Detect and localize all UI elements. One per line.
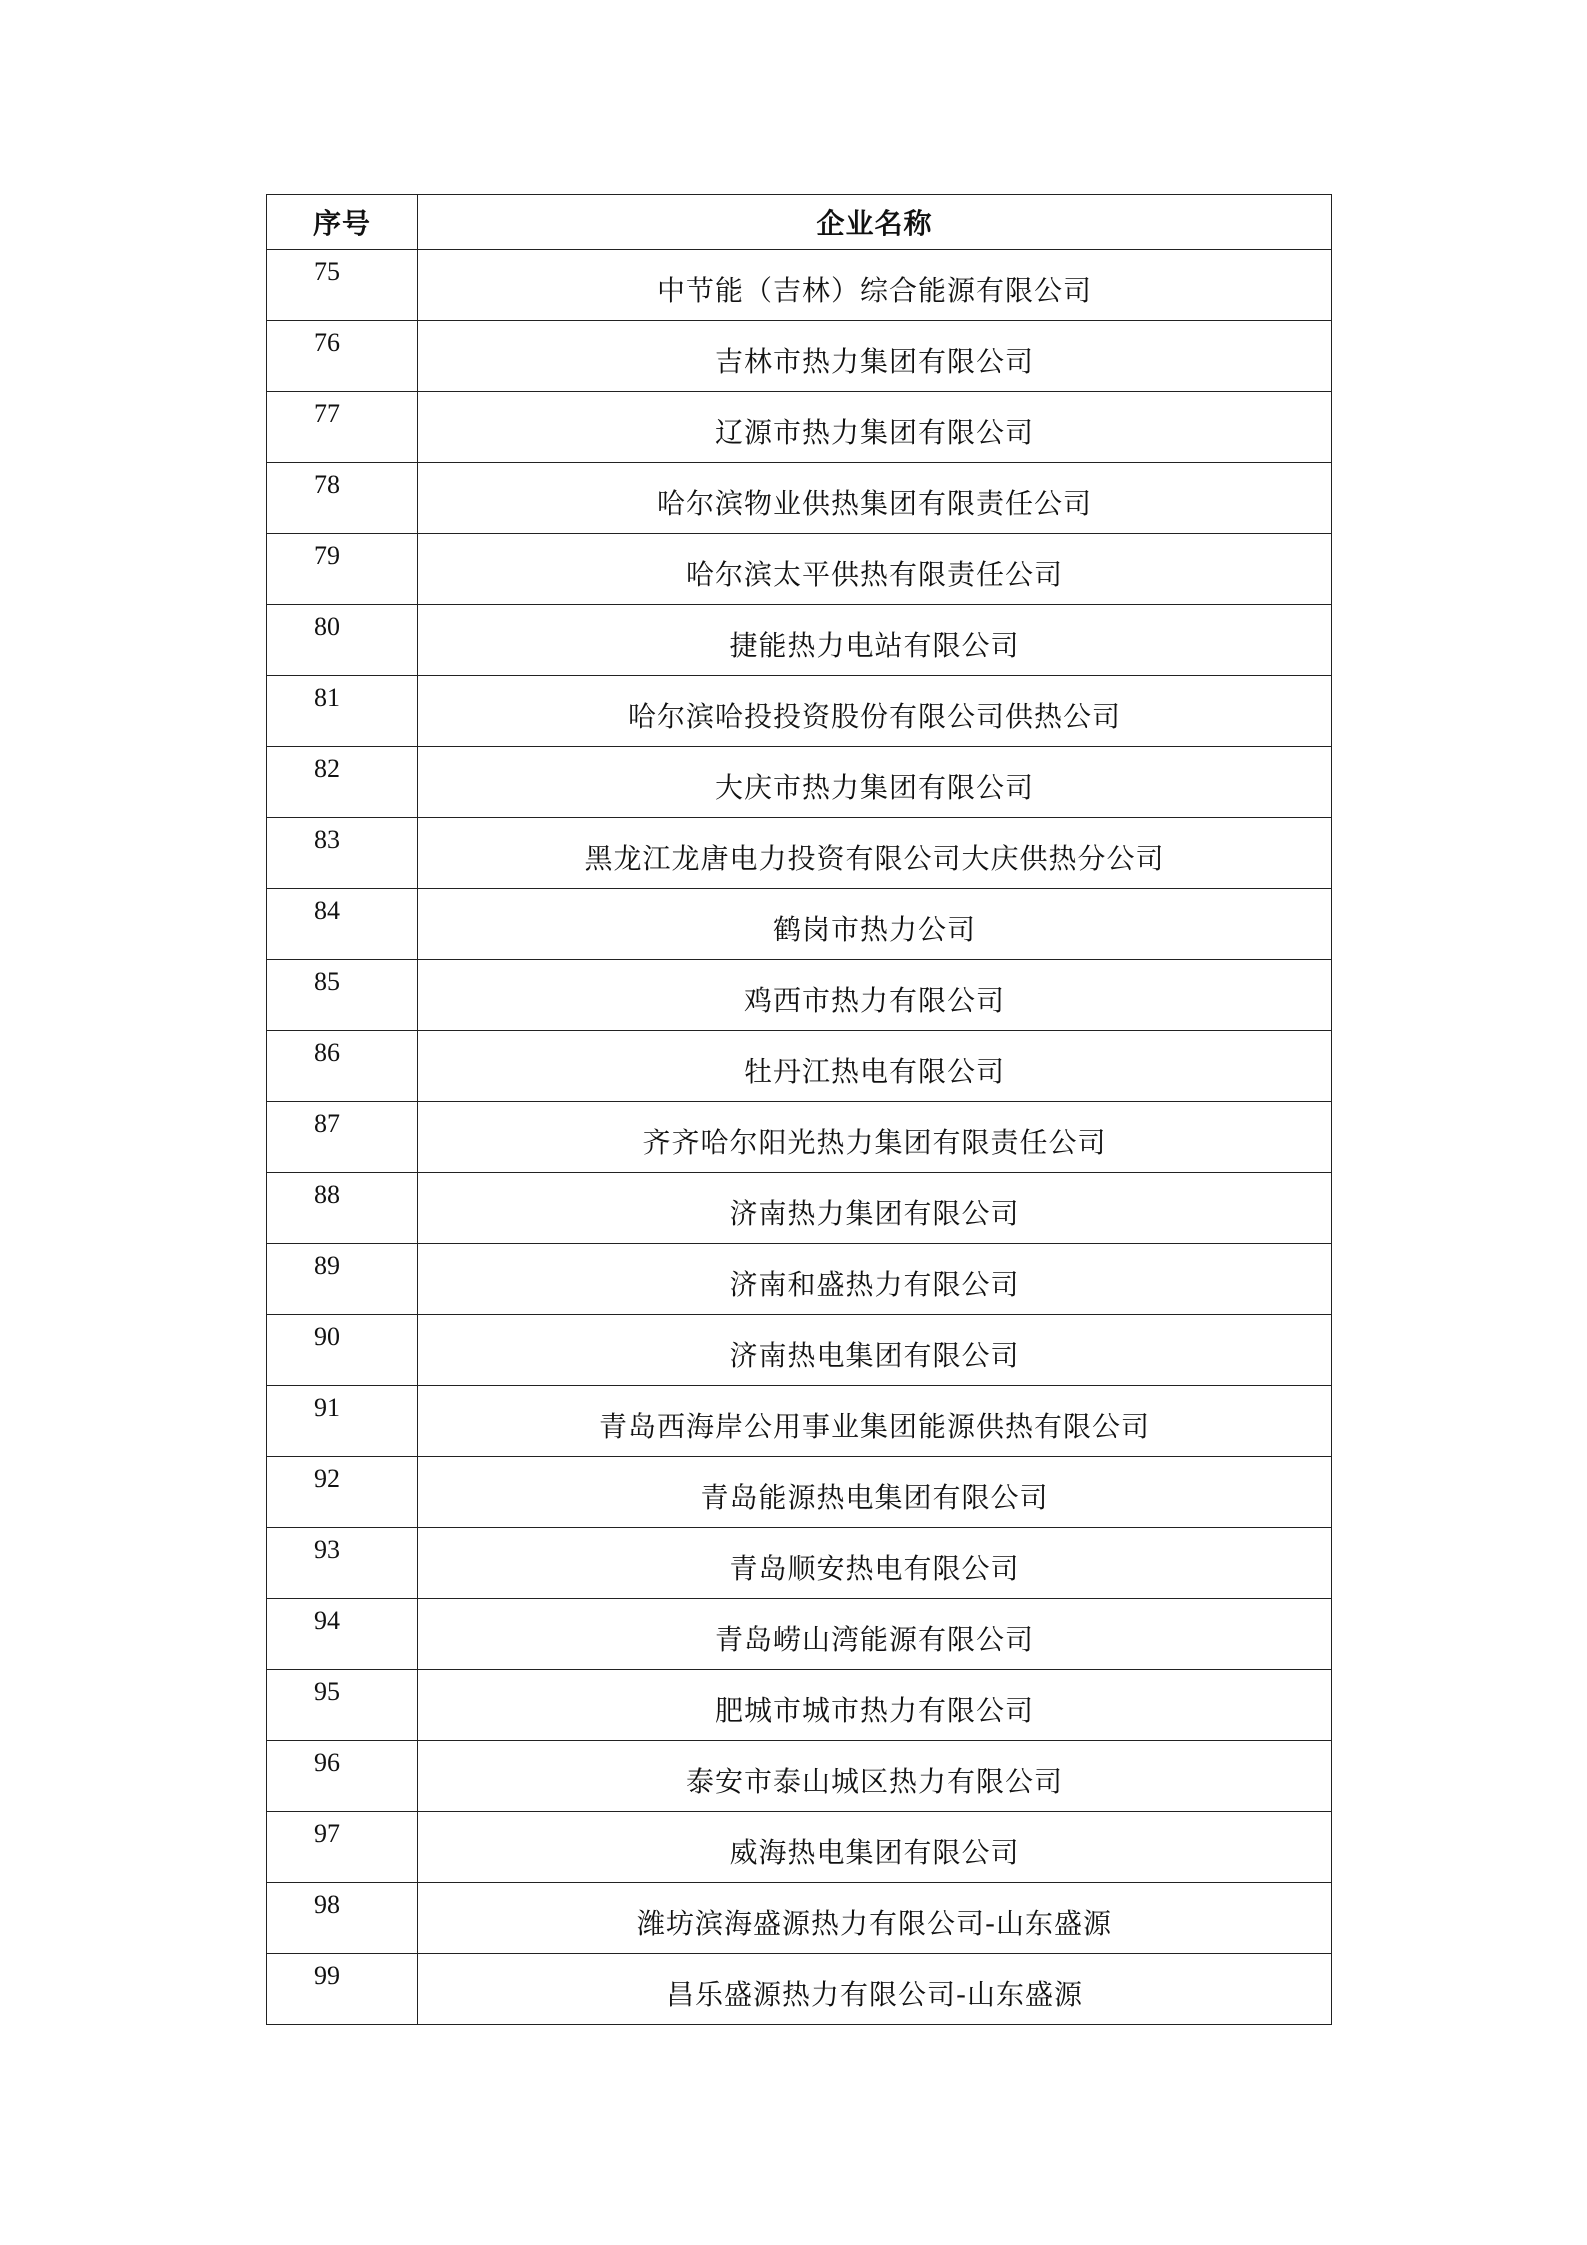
serial-number: 77: [314, 399, 340, 428]
serial-number: 95: [314, 1677, 340, 1706]
company-table: [266, 194, 1332, 2025]
serial-number: 91: [314, 1393, 340, 1422]
serial-number-cell: [267, 1741, 418, 1812]
company-name: 哈尔滨哈投投资股份有限公司供热公司: [627, 700, 1121, 733]
company-name: 哈尔滨太平供热有限责任公司: [685, 558, 1063, 591]
serial-number-cell: [267, 960, 418, 1031]
company-name-cell: [418, 960, 1332, 1031]
serial-number: 86: [314, 1038, 340, 1067]
serial-number: 80: [314, 612, 340, 641]
serial-number: 81: [314, 683, 340, 712]
company-name-cell: [418, 1244, 1332, 1315]
table-row: [267, 1457, 1332, 1528]
serial-number-cell: [267, 1244, 418, 1315]
table-row: [267, 889, 1332, 960]
header-company-name: 企业名称: [418, 195, 1332, 250]
company-name-cell: [418, 605, 1332, 676]
serial-number: 84: [314, 896, 340, 925]
serial-number: 75: [314, 257, 340, 286]
company-name: 青岛顺安热电有限公司: [729, 1552, 1020, 1585]
serial-number: 85: [314, 967, 340, 996]
company-name-cell: [418, 1812, 1332, 1883]
serial-number: 87: [314, 1109, 340, 1138]
serial-number-cell: [267, 1528, 418, 1599]
serial-number-cell: [267, 605, 418, 676]
table-row: [267, 250, 1332, 321]
serial-number-cell: [267, 889, 418, 960]
table-row: [267, 960, 1332, 1031]
company-name-cell: [418, 1954, 1332, 2025]
serial-number-cell: [267, 1315, 418, 1386]
company-name: 哈尔滨物业供热集团有限责任公司: [656, 487, 1092, 520]
serial-number-cell: [267, 1883, 418, 1954]
serial-number-cell: [267, 1812, 418, 1883]
table-row: [267, 1102, 1332, 1173]
table-row: [267, 463, 1332, 534]
company-name-cell: [418, 1173, 1332, 1244]
company-name: 昌乐盛源热力有限公司-山东盛源: [665, 1978, 1084, 2011]
serial-number-cell: [267, 1102, 418, 1173]
company-name: 青岛西海岸公用事业集团能源供热有限公司: [598, 1410, 1150, 1443]
company-name-cell: [418, 1315, 1332, 1386]
header-serial-number: 序号: [267, 195, 418, 250]
company-name-cell: [418, 676, 1332, 747]
serial-number: 98: [314, 1890, 340, 1919]
table-body: [267, 250, 1332, 2025]
company-name-cell: [418, 392, 1332, 463]
table-row: [267, 1315, 1332, 1386]
company-name-cell: [418, 1102, 1332, 1173]
serial-number: 76: [314, 328, 340, 357]
serial-number: 97: [314, 1819, 340, 1848]
serial-number: 89: [314, 1251, 340, 1280]
table-row: [267, 1670, 1332, 1741]
serial-number-cell: [267, 747, 418, 818]
company-name: 潍坊滨海盛源热力有限公司-山东盛源: [636, 1907, 1113, 1940]
table-row: [267, 1528, 1332, 1599]
company-name: 中节能（吉林）综合能源有限公司: [656, 274, 1092, 307]
table-row: [267, 1954, 1332, 2025]
company-name: 鹤岗市热力公司: [772, 913, 976, 946]
company-name-cell: [418, 463, 1332, 534]
company-name-cell: [418, 321, 1332, 392]
serial-number-cell: [267, 321, 418, 392]
company-name: 济南热力集团有限公司: [729, 1197, 1020, 1230]
serial-number: 82: [314, 754, 340, 783]
serial-number-cell: [267, 1386, 418, 1457]
serial-number: 88: [314, 1180, 340, 1209]
serial-number-cell: [267, 1457, 418, 1528]
company-name-cell: [418, 534, 1332, 605]
company-name: 黑龙江龙唐电力投资有限公司大庆供热分公司: [584, 842, 1165, 875]
serial-number-cell: [267, 1599, 418, 1670]
table-row: [267, 392, 1332, 463]
company-name: 齐齐哈尔阳光热力集团有限责任公司: [642, 1126, 1107, 1159]
serial-number-cell: [267, 1670, 418, 1741]
company-name: 青岛能源热电集团有限公司: [700, 1481, 1049, 1514]
company-name-cell: [418, 1741, 1332, 1812]
table-row: [267, 321, 1332, 392]
company-name: 肥城市城市热力有限公司: [714, 1694, 1034, 1727]
table-row: [267, 1599, 1332, 1670]
serial-number: 79: [314, 541, 340, 570]
serial-number: 93: [314, 1535, 340, 1564]
company-name-cell: [418, 1457, 1332, 1528]
serial-number-cell: [267, 534, 418, 605]
table-row: [267, 534, 1332, 605]
table-row: [267, 1386, 1332, 1457]
company-name-cell: [418, 250, 1332, 321]
company-name: 泰安市泰山城区热力有限公司: [685, 1765, 1063, 1798]
serial-number-cell: [267, 392, 418, 463]
company-name: 牡丹江热电有限公司: [743, 1055, 1005, 1088]
company-name-cell: [418, 1883, 1332, 1954]
serial-number-cell: [267, 676, 418, 747]
company-name-cell: [418, 1599, 1332, 1670]
table-row: [267, 1173, 1332, 1244]
company-name-cell: [418, 818, 1332, 889]
serial-number-cell: [267, 818, 418, 889]
table-row: [267, 676, 1332, 747]
table-row: [267, 818, 1332, 889]
serial-number: 99: [314, 1961, 340, 1990]
serial-number-cell: [267, 1173, 418, 1244]
company-name: 辽源市热力集团有限公司: [714, 416, 1034, 449]
table-row: [267, 605, 1332, 676]
table-row: [267, 1812, 1332, 1883]
serial-number-cell: [267, 1031, 418, 1102]
serial-number-cell: [267, 463, 418, 534]
table-header-row: [267, 195, 1332, 250]
serial-number: 96: [314, 1748, 340, 1777]
table-row: [267, 1741, 1332, 1812]
table-row: [267, 747, 1332, 818]
company-name-cell: [418, 1386, 1332, 1457]
company-name: 大庆市热力集团有限公司: [714, 771, 1034, 804]
serial-number: 94: [314, 1606, 340, 1635]
company-name-cell: [418, 1031, 1332, 1102]
company-name: 威海热电集团有限公司: [729, 1836, 1020, 1869]
company-name-cell: [418, 889, 1332, 960]
table-row: [267, 1244, 1332, 1315]
table-row: [267, 1883, 1332, 1954]
company-name: 济南热电集团有限公司: [729, 1339, 1020, 1372]
company-name: 济南和盛热力有限公司: [729, 1268, 1020, 1301]
company-name: 青岛崂山湾能源有限公司: [714, 1623, 1034, 1656]
serial-number: 78: [314, 470, 340, 499]
table-row: [267, 1031, 1332, 1102]
company-name-cell: [418, 1670, 1332, 1741]
company-name-cell: [418, 1528, 1332, 1599]
serial-number: 83: [314, 825, 340, 854]
serial-number-cell: [267, 1954, 418, 2025]
company-name: 鸡西市热力有限公司: [743, 984, 1005, 1017]
company-name: 吉林市热力集团有限公司: [714, 345, 1034, 378]
company-name-cell: [418, 747, 1332, 818]
serial-number: 92: [314, 1464, 340, 1493]
company-name: 捷能热力电站有限公司: [729, 629, 1020, 662]
serial-number: 90: [314, 1322, 340, 1351]
serial-number-cell: [267, 250, 418, 321]
